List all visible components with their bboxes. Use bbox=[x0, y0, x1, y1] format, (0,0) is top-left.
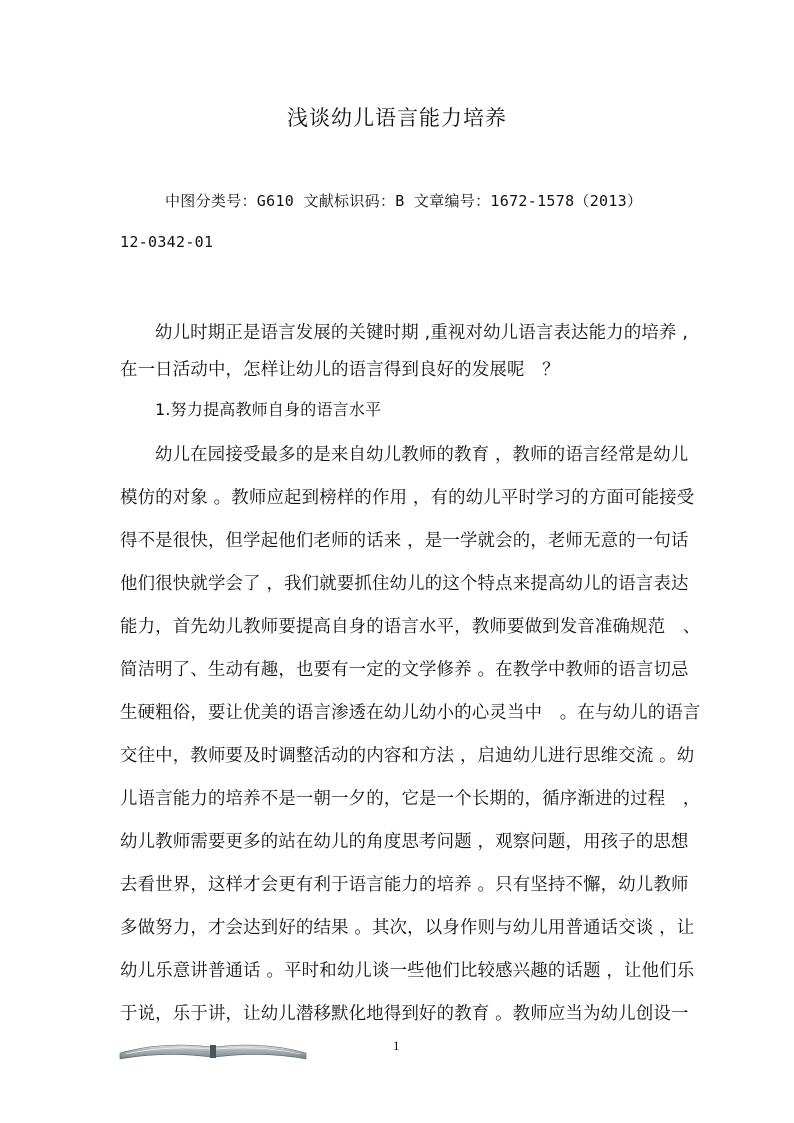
page-number: 1 bbox=[393, 1038, 400, 1053]
body-line: 他们很快就学会了 ，我们就要抓住幼儿的这个特点来提高幼儿的语言表达 bbox=[120, 574, 689, 594]
body-line: 交往中，教师要及时调整活动的内容和方法 ，启迪幼儿进行思维交流 。幼 bbox=[120, 746, 695, 766]
body-line: 得不是很快，但学起他们老师的话来 ，是一学就会的，老师无意的一句话 bbox=[120, 531, 689, 551]
body-line: 儿语言能力的培养不是一朝一夕的，它是一个长期的，循序渐进的过程 ， bbox=[120, 789, 701, 809]
body-line: 幼儿时期正是语言发展的关键时期 ,重视对幼儿语言表达能力的培养 , bbox=[155, 323, 689, 343]
classification-line-continued: 12-0342-01 bbox=[120, 233, 214, 251]
body-line: 幼儿在园接受最多的是来自幼儿教师的教育 ，教师的语言经常是幼儿 bbox=[155, 445, 689, 465]
body-line: 简洁明了、生动有趣，也要有一定的文学修养 。在教学中教师的语言切忌 bbox=[120, 660, 689, 680]
body-line: 模仿的对象 。教师应起到榜样的作用 ，有的幼儿平时学习的方面可能接受 bbox=[120, 488, 695, 508]
page-title: 浅谈幼儿语言能力培养 bbox=[287, 106, 507, 130]
body-line: 在一日活动中，怎样让幼儿的语言得到良好的发展呢 ？ bbox=[120, 360, 560, 380]
body-line: 幼儿乐意讲普通话 。平时和幼儿谈一些他们比较感兴趣的话题 ，让他们乐 bbox=[120, 961, 695, 981]
body-line: 去看世界，这样才会更有利于语言能力的培养 。只有坚持不懈，幼儿教师 bbox=[120, 875, 689, 895]
body-line: 幼儿教师需要更多的站在幼儿的角度思考问题 ，观察问题，用孩子的思想 bbox=[120, 832, 689, 852]
section-heading: 1.努力提高教师自身的语言水平 bbox=[155, 400, 382, 419]
body-line: 多做努力，才会达到好的结果 。其次，以身作则与幼儿用普通话交谈 ，让 bbox=[120, 918, 695, 938]
body-line: 能力，首先幼儿教师要提高自身的语言水平，教师要做到发音准确规范 、 bbox=[120, 617, 701, 637]
body-line: 于说，乐于讲，让幼儿潜移默化地得到好的教育 。教师应当为幼儿创设一 bbox=[120, 1004, 689, 1024]
classification-line: 中图分类号：G610 文献标识码：B 文章编号：1672-1578（2013） bbox=[165, 192, 643, 210]
open-book-icon bbox=[118, 1033, 308, 1061]
body-line: 生硬粗俗，要让优美的语言渗透在幼儿幼小的心灵当中 。在与幼儿的语言 bbox=[120, 703, 701, 723]
